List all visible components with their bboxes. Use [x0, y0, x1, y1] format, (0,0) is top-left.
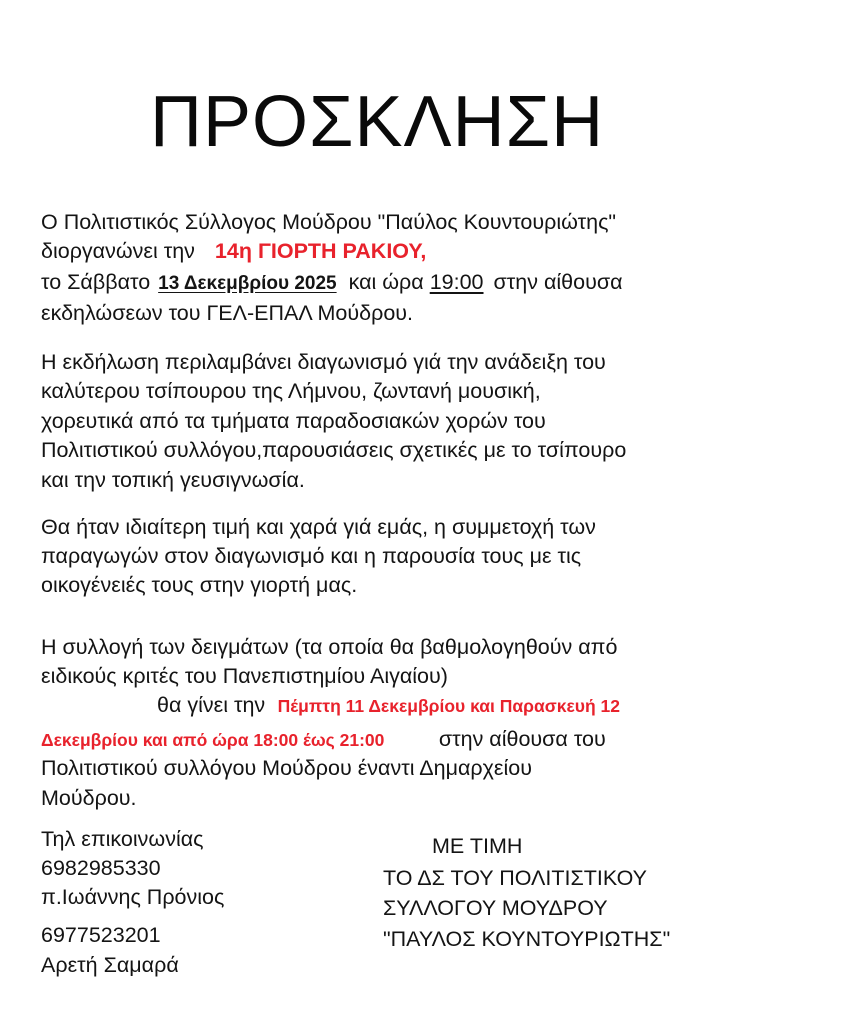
contact-phone-2: 6977523201: [41, 923, 161, 947]
paragraph4-line-2: ειδικούς κριτές του Πανεπιστημίου Αιγαίου): [41, 664, 448, 688]
paragraph4-line-6: Μούδρου.: [41, 786, 137, 810]
intro-time-label: και ώρα: [348, 270, 424, 294]
contact-heading: Τηλ επικοινωνίας: [41, 827, 204, 851]
signature-line-2: ΤΟ ΔΣ ΤΟΥ ΠΟΛΙΤΙΣΤΙΚΟΥ: [383, 866, 647, 890]
paragraph3-line-3: οικογένειές τους στην γιορτή μας.: [41, 573, 358, 597]
paragraph4-line-5: Πολιτιστικού συλλόγου Μούδρου έναντι Δημαρχείου: [41, 756, 532, 780]
collection-dates-highlight: Πέμπτη 11 Δεκεμβρίου και Παρασκευή 12: [277, 696, 620, 716]
collection-will-happen-text: θα γίνει την: [157, 693, 266, 717]
signature-line-3: ΣΥΛΛΟΓΟΥ ΜΟΥΔΡΟΥ: [383, 896, 608, 920]
contact-name-1: π.Ιωάννης Πρόνιος: [41, 885, 225, 909]
paragraph4-line-3: [41, 695, 620, 717]
intro-line-4: εκδηλώσεων του ΓΕΛ-ΕΠΑΛ Μούδρου.: [41, 301, 414, 325]
intro-line-2: [41, 241, 426, 263]
intro-day-text: το Σάββατο: [41, 270, 151, 294]
event-name-highlight: 14η ΓΙΟΡΤΗ ΡΑΚΙΟΥ,: [214, 239, 427, 263]
document-title: ΠΡΟΣΚΛΗΣΗ: [150, 82, 605, 162]
contact-name-2: Αρετή Σαμαρά: [41, 953, 179, 977]
event-date: 13 Δεκεμβρίου 2025: [158, 273, 337, 294]
paragraph2-line-3: χορευτικά από τα τμήματα παραδοσιακών χορών του: [41, 409, 546, 433]
paragraph4-line-1: Η συλλογή των δειγμάτων (τα οποία θα βαθμολογηθούν από: [41, 635, 618, 659]
intro-line-1: Ο Πολιτιστικός Σύλλογος Μούδρου "Παύλος Κουντουριώτης": [41, 210, 617, 234]
collection-venue-text: στην αίθουσα του: [438, 727, 606, 751]
paragraph2-line-2: καλύτερου τσίπουρου της Λήμνου, ζωντανή μουσική,: [41, 379, 541, 403]
paragraph4-line-4: [41, 729, 606, 751]
intro-organizes-text: διοργανώνει την: [41, 239, 195, 263]
paragraph3-line-2: παραγωγών στον διαγωνισμό και η παρουσία τους με τις: [41, 544, 582, 568]
intro-venue-text: στην αίθουσα: [493, 270, 623, 294]
intro-line-3: [41, 272, 623, 294]
paragraph2-line-1: Η εκδήλωση περιλαμβάνει διαγωνισμό γιά την ανάδειξη του: [41, 350, 606, 374]
paragraph2-line-5: και την τοπική γευσιγνωσία.: [41, 468, 305, 492]
paragraph3-line-1: Θα ήταν ιδιαίτερη τιμή και χαρά γιά εμάς, η συμμετοχή των: [41, 515, 596, 539]
signature-line-1: ΜΕ ΤΙΜΗ: [432, 834, 523, 858]
paragraph2-line-4: Πολιτιστικού συλλόγου,παρουσιάσεις σχετικές με το τσίπουρο: [41, 438, 627, 462]
contact-phone-1: 6982985330: [41, 856, 161, 880]
event-time: 19:00: [429, 270, 484, 294]
collection-hours-highlight: Δεκεμβρίου και από ώρα 18:00 έως 21:00: [41, 730, 385, 750]
signature-line-4: "ΠΑΥΛΟΣ ΚΟΥΝΤΟΥΡΙΩΤΗΣ": [383, 927, 671, 951]
